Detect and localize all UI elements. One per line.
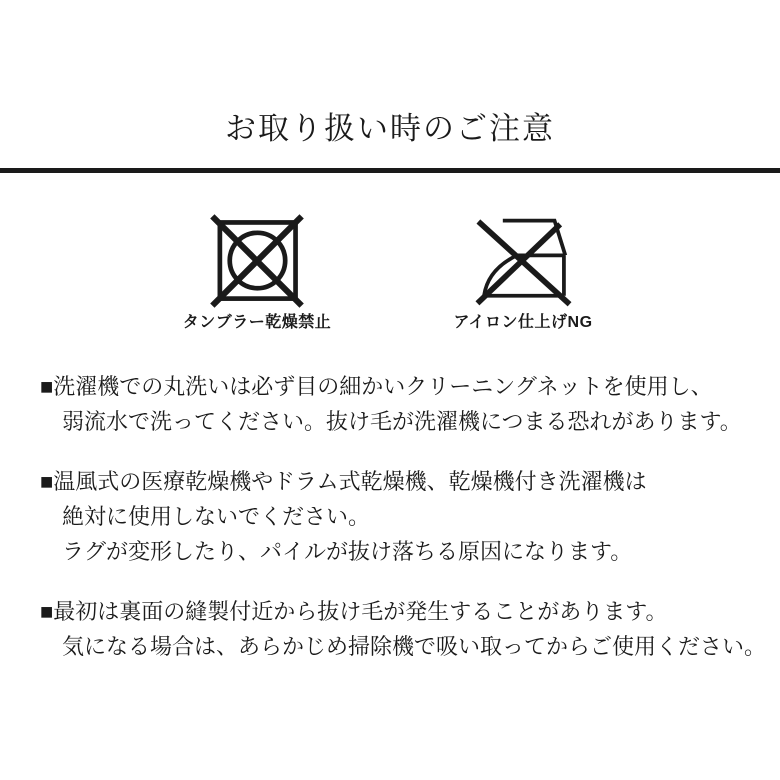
care-symbol-tumble-dry: [137, 214, 377, 333]
care-symbol-label: タンブラー乾燥禁止: [182, 314, 332, 331]
note-line: ■洗濯機での丸洗いは必ず目の細かいクリーニングネットを使用し、: [40, 374, 713, 399]
note-line: ■温風式の医療乾燥機やドラム式乾燥機、乾燥機付き洗濯機は: [40, 469, 647, 494]
note-line: 絶対に使用しないでください。: [62, 504, 371, 529]
tumble-dry-prohibited-icon: [210, 214, 304, 308]
title-divider: [0, 168, 780, 173]
care-symbol-label: アイロン仕上げNG: [453, 314, 593, 331]
note-line: 弱流水で洗ってください。抜け毛が洗濯機につまる恐れがあります。: [62, 409, 742, 434]
note-paragraph: [40, 369, 760, 439]
care-notes: [40, 369, 767, 664]
note-paragraph: [40, 594, 767, 664]
note-line: ラグが変形したり、パイルが抜け落ちる原因になります。: [62, 539, 633, 564]
care-symbol-no-iron: [403, 214, 643, 333]
note-line: ■最初は裏面の縫製付近から抜け毛が発生することがあります。: [40, 599, 668, 624]
care-symbols-row: [0, 214, 780, 333]
note-line: 気になる場合は、あらかじめ掃除機で吸い取ってからご使用ください。: [62, 634, 767, 659]
note-paragraph: [40, 464, 760, 569]
page-title: お取り扱い時のご注意: [225, 111, 555, 146]
no-iron-icon: [475, 214, 572, 308]
